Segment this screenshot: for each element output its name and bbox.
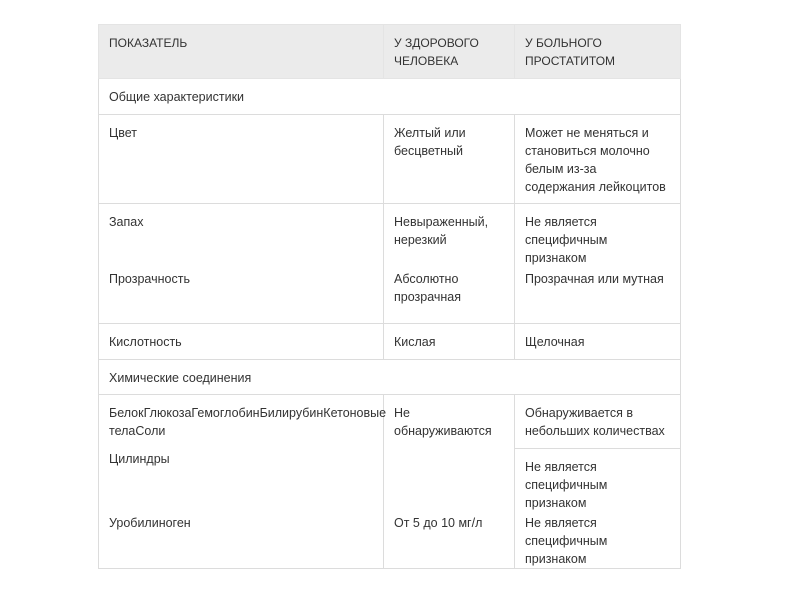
section-row-chemical <box>99 359 681 394</box>
cell-indicator: Уробилиноген <box>99 512 384 569</box>
cell-indicator: БелокГлюкозаГемоглобинБилирубинКетоновые телаСоли <box>99 394 384 448</box>
cell-healthy: Абсолютно прозрачная <box>384 267 515 323</box>
header-row <box>99 25 681 79</box>
cell-sick: Прозрачная или мутная <box>515 267 681 323</box>
section-row-general <box>99 79 681 115</box>
table-row-transparency <box>99 267 681 323</box>
header-indicator: ПОКАЗАТЕЛЬ <box>99 25 384 79</box>
cell-healthy: Желтый или бесцветный <box>384 115 515 204</box>
table-row-smell <box>99 204 681 268</box>
cell-healthy <box>384 448 515 512</box>
comparison-table <box>98 24 681 569</box>
cell-indicator: Прозрачность <box>99 267 384 323</box>
cell-indicator: Цвет <box>99 115 384 204</box>
cell-indicator: Кислотность <box>99 323 384 359</box>
cell-healthy: Невыраженный, нерезкий <box>384 204 515 268</box>
section-title-chemical: Химические соединения <box>99 359 681 394</box>
cell-sick: Не является специфичным признаком <box>515 512 681 569</box>
table-row-cylinders <box>99 448 681 512</box>
cell-indicator: Цилиндры <box>99 448 384 512</box>
table-row-color <box>99 115 681 204</box>
section-title-general: Общие характеристики <box>99 79 681 115</box>
table-row-substances <box>99 394 681 448</box>
cell-sick: Не является специфичным признаком <box>515 204 681 268</box>
table-row-acidity <box>99 323 681 359</box>
cell-sick: Не является специфичным признаком <box>515 448 681 512</box>
cell-sick: Щелочная <box>515 323 681 359</box>
table-row-urobilinogen <box>99 512 681 569</box>
header-sick: У БОЛЬНОГО ПРОСТАТИТОМ <box>515 25 681 79</box>
header-healthy: У ЗДОРОВОГО ЧЕЛОВЕКА <box>384 25 515 79</box>
cell-sick: Может не меняться и становиться молочно белым из-за содержания лейкоцитов <box>515 115 681 204</box>
cell-indicator: Запах <box>99 204 384 268</box>
cell-sick: Обнаруживается в небольших количествах <box>515 394 681 448</box>
cell-healthy: Кислая <box>384 323 515 359</box>
cell-healthy: Не обнаруживаются <box>384 394 515 448</box>
cell-healthy: От 5 до 10 мг/л <box>384 512 515 569</box>
